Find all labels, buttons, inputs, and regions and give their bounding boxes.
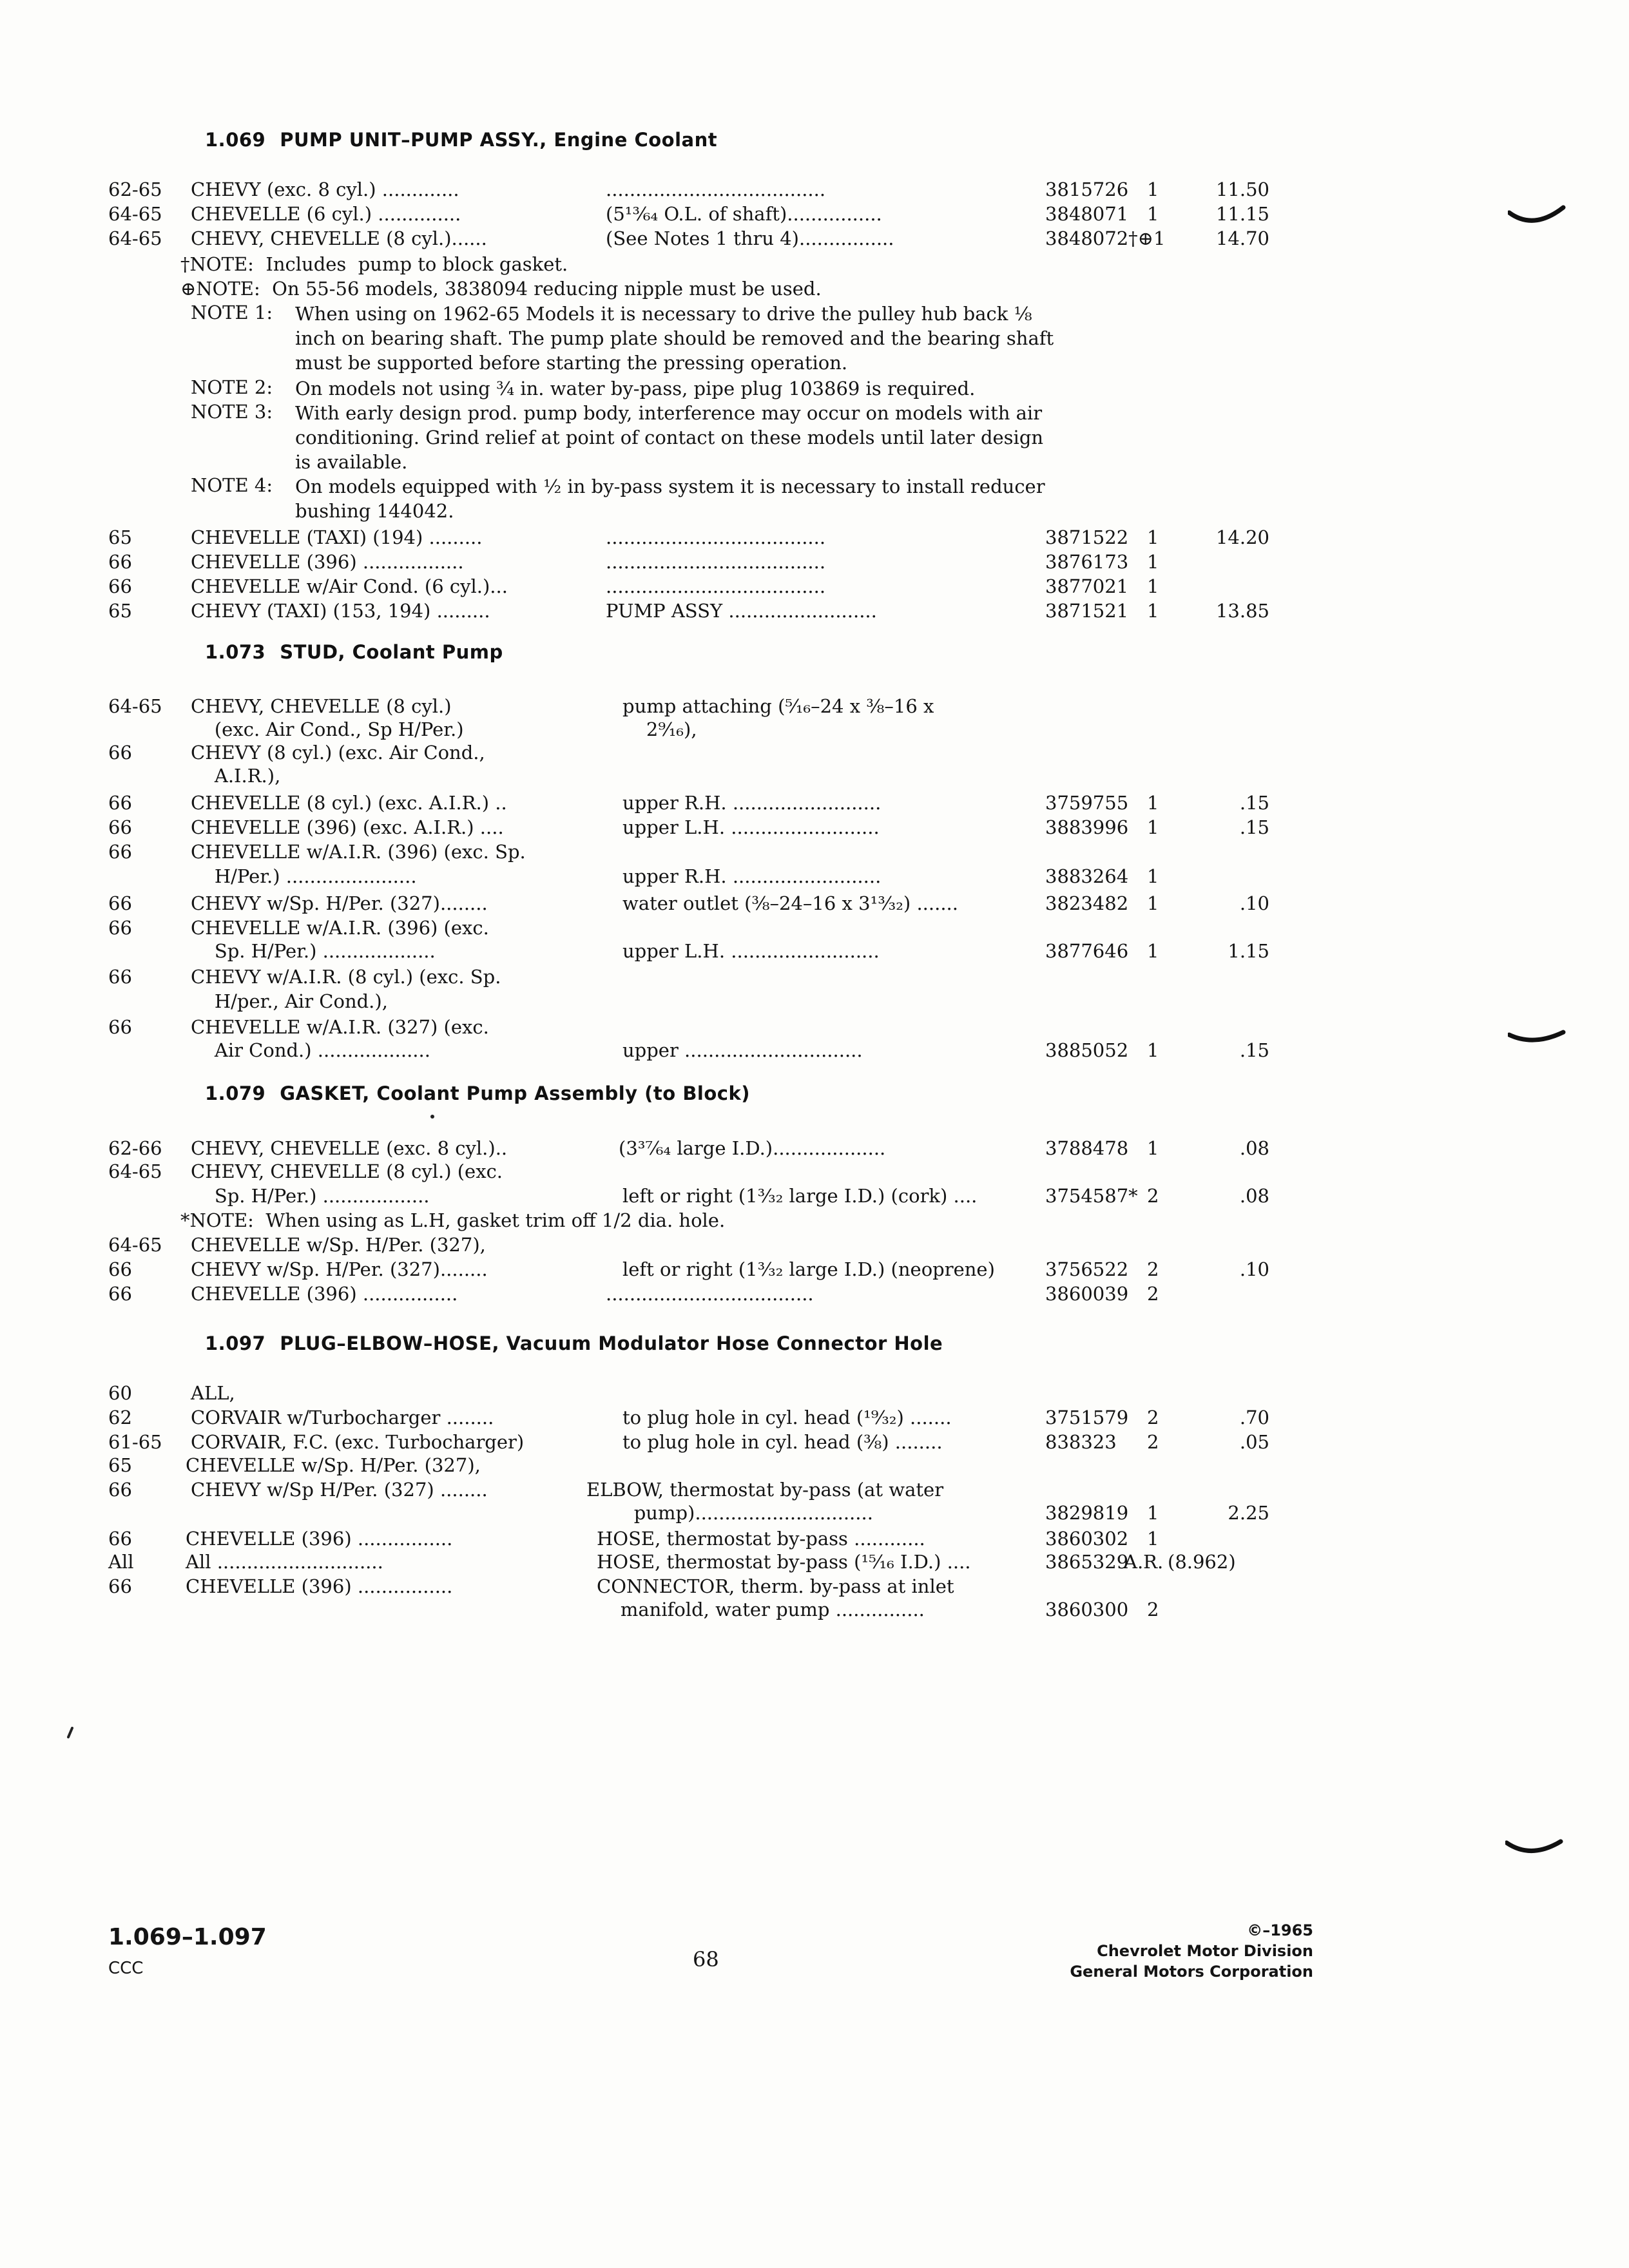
model-cell: CHEVELLE w/Sp. H/Per. (327), — [191, 1234, 486, 1256]
year-cell: All — [108, 1551, 134, 1573]
desc-cell: upper R.H. ......................... — [622, 792, 882, 814]
note-text — [295, 401, 1133, 474]
year-cell: 64-65 — [108, 695, 162, 717]
price-cell: (8.962) — [1168, 1551, 1236, 1573]
price-cell: 14.70 — [1215, 227, 1269, 249]
model-cell: Sp. H/Per.) .................. — [191, 1185, 430, 1207]
qty-cell: 1 — [1147, 892, 1159, 914]
section-number: 1.097 — [205, 1332, 266, 1354]
table-row — [0, 892, 1629, 918]
table-row — [0, 939, 1629, 965]
model-cell: CHEVELLE w/A.I.R. (396) (exc. — [191, 917, 489, 939]
model-cell: CHEVY w/Sp. H/Per. (327)........ — [191, 892, 488, 914]
model-cell: CHEVY, CHEVELLE (exc. 8 cyl.).. — [191, 1137, 508, 1159]
table-row — [0, 840, 1629, 866]
desc-cell: pump attaching (⁵⁄₁₆–24 x ⅜–16 x — [622, 695, 934, 717]
table-row — [0, 1501, 1629, 1527]
model-cell: H/Per.) ...................... — [191, 865, 417, 887]
desc-cell: PUMP ASSY ......................... — [606, 600, 877, 622]
note-line: must be supported before starting the pressing operation. — [295, 352, 848, 374]
table-row — [0, 1039, 1629, 1064]
model-cell: (exc. Air Cond., Sp H/Per.) — [191, 718, 464, 740]
model-cell: H/per., Air Cond.), — [191, 990, 388, 1012]
model-cell: CHEVELLE (8 cyl.) (exc. A.I.R.) .. — [191, 792, 507, 814]
year-cell: 62 — [108, 1407, 132, 1428]
part-cell: 3759755 — [1045, 792, 1129, 814]
model-cell: ALL, — [191, 1382, 235, 1404]
model-cell: CHEVELLE (TAXI) (194) ......... — [191, 526, 483, 548]
part-cell: 3823482 — [1045, 892, 1129, 914]
part-cell: 838323 — [1045, 1431, 1117, 1453]
part-cell: 3848071 — [1045, 203, 1129, 225]
model-cell: Sp. H/Per.) ................... — [191, 940, 436, 962]
qty-cell: 1 — [1147, 178, 1159, 200]
table-row — [0, 816, 1629, 841]
price-cell: .05 — [1239, 1431, 1269, 1453]
model-cell: CHEVY w/A.I.R. (8 cyl.) (exc. Sp. — [191, 966, 501, 988]
table-row — [0, 1430, 1629, 1456]
publisher-block — [1070, 1920, 1313, 1982]
section-number: 1.073 — [205, 641, 266, 663]
desc-cell: upper L.H. ......................... — [622, 816, 880, 838]
qty-cell: 2 — [1147, 1599, 1159, 1620]
section-title: GASKET, Coolant Pump Assembly (to Block) — [280, 1082, 751, 1104]
table-row — [0, 178, 1629, 204]
section-number: 1.069 — [205, 129, 266, 151]
qty-cell: 1 — [1147, 600, 1159, 622]
qty-cell: 1 — [1147, 203, 1159, 225]
table-row — [0, 764, 1629, 790]
year-cell: 66 — [108, 892, 132, 914]
desc-cell: left or right (1³⁄₃₂ large I.D.) (neoprene) — [622, 1258, 995, 1280]
part-cell: 3883264 — [1045, 865, 1129, 887]
qty-cell: 1 — [1147, 1137, 1159, 1159]
qty-cell: 1 — [1147, 526, 1159, 548]
part-cell: 3877021 — [1045, 575, 1129, 597]
qty-cell: 1 — [1147, 575, 1159, 597]
year-cell: 64-65 — [108, 227, 162, 249]
price-cell: 11.50 — [1215, 178, 1269, 200]
desc-cell: upper R.H. ......................... — [622, 865, 882, 887]
model-cell: CORVAIR, F.C. (exc. Turbocharger) — [191, 1431, 525, 1453]
table-row — [0, 1258, 1629, 1283]
desc-cell: to plug hole in cyl. head (¹⁹⁄₃₂) ....... — [622, 1407, 952, 1428]
table-row — [0, 1598, 1629, 1624]
table-row — [0, 965, 1629, 991]
price-cell: .15 — [1239, 792, 1269, 814]
year-cell: 66 — [108, 792, 132, 814]
section-heading — [205, 1082, 750, 1104]
note-label: NOTE 2: — [191, 376, 273, 398]
section-number: 1.079 — [205, 1082, 266, 1104]
price-cell: .08 — [1239, 1185, 1269, 1207]
table-row — [0, 202, 1629, 228]
year-cell: 60 — [108, 1382, 132, 1404]
part-cell: 3788478 — [1045, 1137, 1129, 1159]
qty-cell: 1 — [1147, 1039, 1159, 1061]
year-cell: 64-65 — [108, 1160, 162, 1182]
qty-cell: 2 — [1147, 1258, 1159, 1280]
year-cell: 66 — [108, 841, 132, 863]
model-cell: CHEVY (exc. 8 cyl.) ............. — [191, 178, 459, 200]
model-cell: CHEVY w/Sp. H/Per. (327)........ — [191, 1258, 488, 1280]
desc-cell: water outlet (⅜–24–16 x 3¹³⁄₃₂) ....... — [622, 892, 958, 914]
desc-cell: ..................................... — [606, 178, 826, 200]
price-cell: 13.85 — [1215, 600, 1269, 622]
year-cell: 64-65 — [108, 1234, 162, 1256]
price-cell: .10 — [1239, 1258, 1269, 1280]
model-cell: CHEVELLE (396) (exc. A.I.R.) .... — [191, 816, 504, 838]
part-cell: 3751579 — [1045, 1407, 1129, 1428]
note-label: NOTE 1: — [191, 302, 273, 323]
part-cell: 3877646 — [1045, 940, 1129, 962]
qty-cell: 2 — [1147, 1283, 1159, 1305]
section-heading — [205, 129, 717, 151]
year-cell: 62-66 — [108, 1137, 162, 1159]
table-row — [0, 1160, 1629, 1186]
year-cell: 65 — [108, 1454, 132, 1476]
footnote: †NOTE: Includes pump to block gasket. — [180, 253, 568, 275]
desc-cell: pump).............................. — [586, 1502, 873, 1524]
model-cell: CHEVY (8 cyl.) (exc. Air Cond., — [191, 742, 485, 764]
qty-cell: A.R. — [1124, 1551, 1164, 1573]
note-line: On models not using ¾ in. water by-pass, pipe plug 103869 is required. — [295, 378, 976, 399]
table-row — [0, 599, 1629, 625]
binder-mark — [1508, 205, 1566, 231]
note-line: bushing 144042. — [295, 500, 454, 522]
copyright: ©–1965 — [1247, 1921, 1313, 1939]
table-row — [0, 916, 1629, 942]
desc-cell: 2⁹⁄₁₆), — [622, 718, 697, 740]
table-row — [0, 1184, 1629, 1210]
model-cell: Air Cond.) ................... — [191, 1039, 430, 1061]
desc-cell: HOSE, thermostat by-pass ............ — [597, 1528, 925, 1550]
price-cell: 2.25 — [1228, 1502, 1269, 1524]
division-name: Chevrolet Motor Division — [1097, 1942, 1313, 1960]
year-cell: 61-65 — [108, 1431, 162, 1453]
year-cell: 66 — [108, 551, 132, 573]
print-speck — [430, 1115, 434, 1119]
note-line: With early design prod. pump body, interference may occur on models with air — [295, 402, 1043, 424]
year-cell: 65 — [108, 526, 132, 548]
table-row — [0, 550, 1629, 576]
model-cell: CHEVY, CHEVELLE (8 cyl.)...... — [191, 227, 487, 249]
part-cell: 3756522 — [1045, 1258, 1129, 1280]
table-row — [0, 1478, 1629, 1504]
note-label: NOTE 3: — [191, 401, 273, 423]
qty-cell: 1 — [1147, 940, 1159, 962]
part-cell: 3815726 — [1045, 178, 1129, 200]
price-cell: .15 — [1239, 1039, 1269, 1061]
desc-cell: (3³⁷⁄₆₄ large I.D.)................... — [619, 1137, 886, 1159]
table-row — [0, 1406, 1629, 1432]
note-text — [295, 302, 1133, 375]
part-cell: 3829819 — [1045, 1502, 1129, 1524]
part-cell: 3871522 — [1045, 526, 1129, 548]
note-text — [295, 376, 1133, 401]
qty-cell: 2 — [1147, 1185, 1159, 1207]
model-cell: CHEVELLE w/A.I.R. (327) (exc. — [191, 1016, 489, 1038]
model-cell: CHEVELLE (396) ................ — [186, 1575, 453, 1597]
price-cell: 1.15 — [1228, 940, 1269, 962]
part-cell: 3865329 — [1045, 1551, 1129, 1573]
desc-cell: manifold, water pump ............... — [597, 1599, 925, 1620]
section-title: PLUG–ELBOW–HOSE, Vacuum Modulator Hose Connector Hole — [280, 1332, 943, 1354]
qty-cell: 1 — [1147, 816, 1159, 838]
model-cell: CHEVY w/Sp H/Per. (327) ........ — [191, 1479, 488, 1501]
price-cell: .70 — [1239, 1407, 1269, 1428]
year-cell: 66 — [108, 742, 132, 764]
year-cell: 65 — [108, 600, 132, 622]
qty-cell: 2 — [1147, 1407, 1159, 1428]
model-cell: CHEVELLE w/A.I.R. (396) (exc. Sp. — [191, 841, 526, 863]
desc-cell: upper L.H. ......................... — [622, 940, 880, 962]
model-cell: CHEVELLE (396) ................ — [191, 1283, 458, 1305]
part-cell: 3871521 — [1045, 600, 1129, 622]
page-number: 68 — [693, 1947, 719, 1972]
footnote: *NOTE: When using as L.H, gasket trim off 1/2 dia. hole. — [180, 1209, 726, 1231]
qty-cell: 2 — [1147, 1431, 1159, 1453]
section-title: STUD, Coolant Pump — [280, 641, 503, 663]
part-cell: 3883996 — [1045, 816, 1129, 838]
section-title: PUMP UNIT–PUMP ASSY., Engine Coolant — [280, 129, 718, 151]
year-cell: 64-65 — [108, 203, 162, 225]
qty-cell: 1 — [1147, 792, 1159, 814]
model-cell: A.I.R.), — [191, 765, 281, 787]
table-row — [0, 865, 1629, 890]
note-text — [295, 474, 1133, 523]
desc-cell: ..................................... — [606, 526, 826, 548]
year-cell: 66 — [108, 966, 132, 988]
year-cell: 62-65 — [108, 178, 162, 200]
note-label: NOTE 4: — [191, 474, 273, 496]
table-row — [0, 1381, 1629, 1407]
model-cell: CHEVY, CHEVELLE (8 cyl.) — [191, 695, 452, 717]
desc-cell: ................................... — [606, 1283, 814, 1305]
part-cell: 3876173 — [1045, 551, 1129, 573]
table-row — [0, 741, 1629, 767]
binder-mark — [1505, 1836, 1563, 1862]
year-cell: 66 — [108, 1528, 132, 1550]
price-cell: 14.20 — [1215, 526, 1269, 548]
part-cell: 3860302 — [1045, 1528, 1129, 1550]
desc-cell: CONNECTOR, therm. by-pass at inlet — [597, 1575, 954, 1597]
table-row — [0, 227, 1629, 253]
table-row — [0, 1550, 1629, 1576]
note-line: inch on bearing shaft. The pump plate should be removed and the bearing shaft — [295, 327, 1054, 349]
table-row — [0, 1282, 1629, 1308]
note-line: is available. — [295, 451, 408, 473]
part-cell: 3754587* — [1045, 1185, 1138, 1207]
part-cell: 3848072†⊕1 — [1045, 227, 1166, 249]
year-cell: 66 — [108, 575, 132, 597]
year-cell: 66 — [108, 917, 132, 939]
desc-cell: (5¹³⁄₆₄ O.L. of shaft)................ — [606, 203, 882, 225]
year-cell: 66 — [108, 1479, 132, 1501]
qty-cell: 1 — [1147, 1528, 1159, 1550]
price-cell: 11.15 — [1215, 203, 1269, 225]
print-speck — [66, 1727, 75, 1740]
note-line: conditioning. Grind relief at point of contact on these models until later design — [295, 427, 1044, 448]
note-line: On models equipped with ½ in by-pass system it is necessary to install reducer — [295, 476, 1045, 497]
footnote: ⊕NOTE: On 55-56 models, 3838094 reducing nipple must be used. — [180, 278, 822, 300]
model-cell: CHEVY (TAXI) (153, 194) ......... — [191, 600, 490, 622]
desc-cell: HOSE, thermostat by-pass (¹⁵⁄₁₆ I.D.) .... — [597, 1551, 971, 1573]
table-row — [0, 791, 1629, 817]
table-row — [0, 1454, 1629, 1479]
desc-cell: left or right (1³⁄₃₂ large I.D.) (cork) .... — [622, 1185, 978, 1207]
year-cell: 66 — [108, 1575, 132, 1597]
year-cell: 66 — [108, 816, 132, 838]
year-cell: 66 — [108, 1016, 132, 1038]
table-row — [0, 526, 1629, 552]
catalog-code: CCC — [108, 1959, 144, 1978]
qty-cell: 1 — [1147, 865, 1159, 887]
desc-cell: to plug hole in cyl. head (⅜) ........ — [622, 1431, 943, 1453]
model-cell: CHEVY, CHEVELLE (8 cyl.) (exc. — [191, 1160, 503, 1182]
desc-cell: ..................................... — [606, 575, 826, 597]
desc-cell: ELBOW, thermostat by-pass (at water — [586, 1479, 944, 1501]
part-cell: 3860039 — [1045, 1283, 1129, 1305]
table-row — [0, 1137, 1629, 1162]
desc-cell: (See Notes 1 thru 4)................ — [606, 227, 894, 249]
model-cell: CHEVELLE (6 cyl.) .............. — [191, 203, 461, 225]
model-cell: CHEVELLE (396) ................ — [186, 1528, 453, 1550]
table-row — [0, 1575, 1629, 1600]
year-cell: 66 — [108, 1283, 132, 1305]
price-cell: .10 — [1239, 892, 1269, 914]
model-cell: CHEVELLE (396) ................. — [191, 551, 464, 573]
part-cell: 3860300 — [1045, 1599, 1129, 1620]
section-heading — [205, 641, 503, 663]
model-cell: CHEVELLE w/Sp. H/Per. (327), — [186, 1454, 481, 1476]
qty-cell: 1 — [1147, 1502, 1159, 1524]
section-heading — [205, 1332, 943, 1354]
table-row — [0, 575, 1629, 601]
table-row — [0, 1233, 1629, 1259]
price-cell: .15 — [1239, 816, 1269, 838]
model-cell: CORVAIR w/Turbocharger ........ — [191, 1407, 494, 1428]
binder-mark — [1508, 1027, 1566, 1053]
table-row — [0, 1015, 1629, 1041]
desc-cell: ..................................... — [606, 551, 826, 573]
desc-cell: upper .............................. — [622, 1039, 863, 1061]
table-row — [0, 1527, 1629, 1553]
note-line: When using on 1962-65 Models it is necessary to drive the pulley hub back ⅛ — [295, 303, 1032, 325]
part-cell: 3885052 — [1045, 1039, 1129, 1061]
page-range: 1.069–1.097 — [108, 1924, 267, 1950]
model-cell: All ............................ — [186, 1551, 383, 1573]
table-row — [0, 718, 1629, 744]
qty-cell: 1 — [1147, 551, 1159, 573]
price-cell: .08 — [1239, 1137, 1269, 1159]
year-cell: 66 — [108, 1258, 132, 1280]
model-cell: CHEVELLE w/Air Cond. (6 cyl.)... — [191, 575, 508, 597]
corporation-name: General Motors Corporation — [1070, 1963, 1313, 1981]
table-row — [0, 990, 1629, 1015]
table-row — [0, 695, 1629, 720]
